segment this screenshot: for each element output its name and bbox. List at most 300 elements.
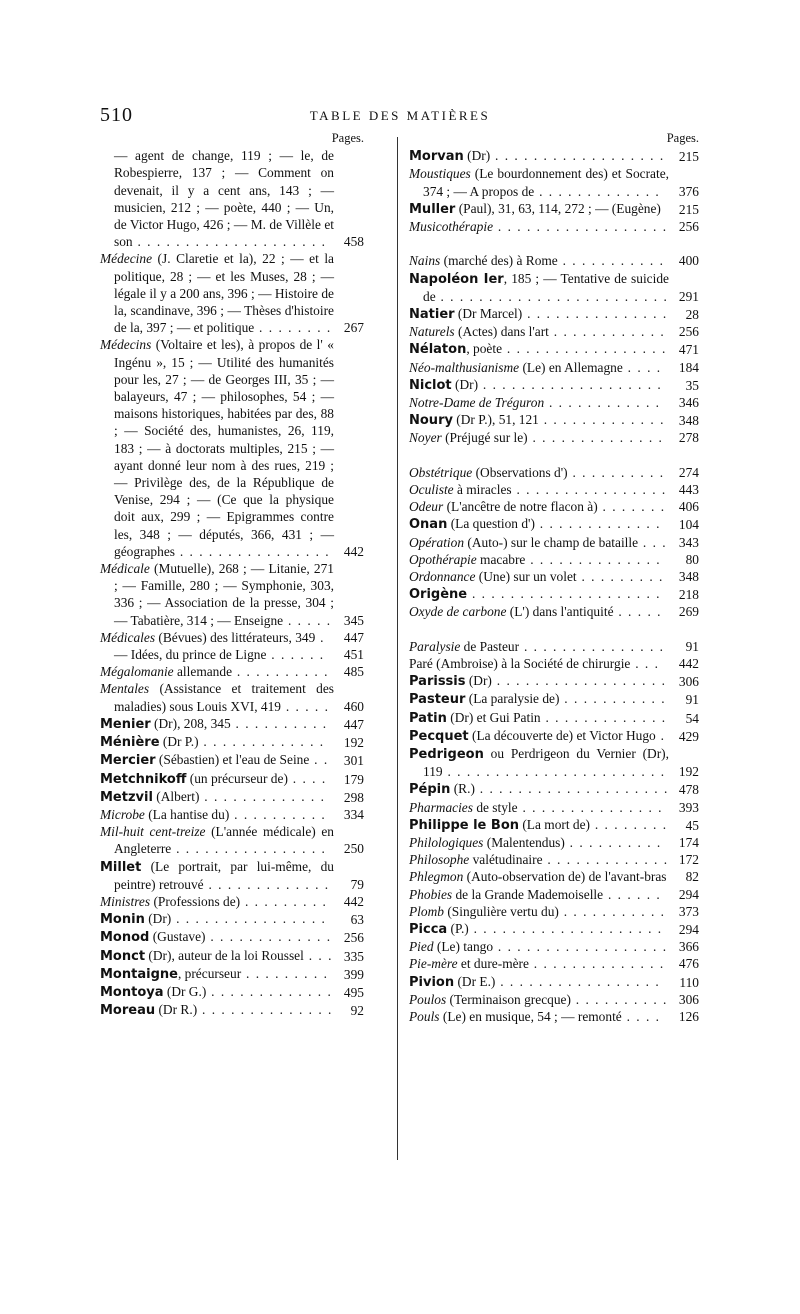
- index-entry: [409, 165, 699, 199]
- page-reference: 274: [678, 464, 699, 480]
- entry-text: (Terminaison grecque): [446, 991, 571, 1007]
- entry-text: (Malentendus): [483, 835, 565, 851]
- dot-leader: . . . . . . . . . .: [567, 464, 665, 480]
- page-reference: 184: [678, 359, 699, 375]
- dot-leader: . . . . . . . . . . . . . . . . . . . .: [468, 921, 663, 937]
- index-entry: [409, 834, 699, 851]
- entry-heading: Naturels: [409, 324, 455, 340]
- dot-leader: . . . . . . . . . . . .: [548, 324, 666, 340]
- dot-leader: . . . . . . . . . . . . . . . .: [171, 841, 327, 857]
- dot-leader: . . . . . . .: [597, 499, 666, 515]
- entry-heading: Metchnikoff: [100, 771, 187, 787]
- entry-text: allemande: [173, 664, 233, 680]
- index-entry: [100, 983, 364, 1001]
- entry-heading: Napoléon Ier: [409, 271, 504, 287]
- index-entry: [409, 411, 699, 429]
- entry-text: (La hantise du): [144, 806, 230, 822]
- page-reference: 399: [343, 966, 364, 982]
- page-reference: 348: [678, 413, 699, 429]
- index-entry: [100, 910, 364, 928]
- dot-leader: . . . . . . . . . . . . . . . . . .: [491, 673, 667, 689]
- entry-heading: Obstétrique: [409, 464, 473, 480]
- dot-leader: . . . . . . . . . . .: [558, 903, 666, 919]
- dot-leader: . . . . . . . . . . . . . . . . . . . .: [474, 781, 669, 797]
- page-reference: 298: [343, 789, 364, 805]
- entry-heading: Onan: [409, 517, 448, 533]
- dot-leader: . . . . . . . . . . . . . . .: [519, 638, 665, 654]
- index-entry: [409, 851, 699, 868]
- page-reference: 301: [343, 753, 364, 769]
- dot-leader: . . . . . . . . . . . . . . . . . .: [493, 219, 668, 234]
- entry-heading: Millet: [100, 859, 142, 875]
- entry-text: valétudinaire: [469, 852, 543, 868]
- page-reference: 443: [678, 482, 699, 498]
- dot-leader: . . .: [303, 947, 333, 963]
- entry-text: (Observations d'): [472, 464, 568, 480]
- index-entry: [100, 629, 364, 646]
- page-reference: 45: [685, 817, 699, 833]
- page-reference: 294: [678, 922, 699, 938]
- entry-text: (Voltaire et les), à propos de l' « Ingénu », 15 ; — Utilité des humanités pour les, 27 ; — de Georges III, 35 ; — balayeurs, 47 ; — philosophes, 54 ; — maisons historiques, habitées par des, 88 ; — Société des, humanistes, 26, 119, 183 ; — à doctorats multiples, 215 ; — ayant donné leur nom à des rues, 219 ; — Privilège des, de la République de Venise, 294 ; — (Ce que la physique doit aux, 299 ; — Epigrammes contre les, 348 ; — députés, 366, 431 ; — géographes: [114, 337, 334, 559]
- page-reference: 335: [343, 948, 364, 964]
- dot-leader: . . . . . . . . . . . . . . .: [522, 306, 668, 321]
- dot-leader: . . . . . .: [603, 886, 662, 902]
- entry-text: (L'année médicale) en Angleterre: [114, 824, 334, 857]
- index-entry: [100, 733, 364, 751]
- page-reference: 126: [678, 1009, 699, 1025]
- entry-heading: Philosophe: [409, 852, 470, 868]
- page-reference: 458: [343, 234, 364, 250]
- index-entry: [100, 928, 364, 946]
- entry-heading: Muller: [409, 201, 456, 217]
- entry-heading: Parissis: [409, 674, 466, 690]
- entry-text: (Le) en musique, 54 ; — remonté: [439, 1009, 622, 1025]
- entry-heading: Monin: [100, 912, 145, 928]
- page-reference: 442: [343, 893, 364, 909]
- entry-heading: Pouls: [409, 1009, 440, 1025]
- index-entry: [100, 893, 364, 910]
- entry-heading: Pecquet: [409, 728, 469, 744]
- index-entry: [409, 886, 699, 903]
- entry-text: (marché des) à Rome: [440, 253, 558, 269]
- index-entry: [409, 816, 699, 834]
- dot-leader: . . . . . . . . .: [240, 893, 328, 909]
- index-entry: [100, 823, 364, 857]
- entry-text: (Le portrait, par lui-même, du peintre) retrouvé: [114, 858, 334, 892]
- page-reference: 429: [678, 728, 699, 744]
- page-reference: 172: [678, 852, 699, 868]
- index-entry: [409, 534, 699, 551]
- page-reference: 104: [678, 517, 699, 533]
- entry-text: (Professions de): [150, 893, 241, 909]
- entry-heading: Pedrigeon: [409, 747, 484, 763]
- entry-heading: Pied: [409, 939, 434, 955]
- page-reference: 400: [678, 253, 699, 269]
- entry-text: (Dr P.), 51, 121: [452, 412, 539, 428]
- entry-text: (R.): [450, 781, 475, 797]
- entry-heading: Pivion: [409, 974, 455, 990]
- page-reference: 476: [678, 956, 699, 972]
- entry-heading: Pasteur: [409, 692, 466, 708]
- entry-text: (Dr Marcel): [454, 306, 523, 321]
- dot-leader: . . . . . . . . . . . . . . . . . .: [490, 148, 665, 164]
- page-reference: 376: [678, 183, 699, 199]
- dot-leader: . . . . . . . . . . .: [559, 691, 667, 707]
- page-reference: 54: [685, 710, 699, 726]
- page-reference: 346: [678, 395, 699, 411]
- entry-text: macabre: [476, 551, 526, 567]
- entry-heading: Mégalomanie: [100, 664, 174, 680]
- entry-heading: Mentales: [100, 681, 150, 697]
- index-entry: [409, 218, 699, 235]
- index-entry: [100, 336, 364, 560]
- page-reference: 447: [343, 716, 364, 732]
- entry-text: (Dr) et Gui Patin: [446, 709, 541, 725]
- dot-leader: . . . . . . . . . .: [230, 715, 328, 731]
- index-entry: [100, 1001, 364, 1019]
- index-entry: [100, 788, 364, 806]
- index-entry: [409, 515, 699, 533]
- entry-heading: Menier: [100, 716, 151, 732]
- index-column-left: [100, 130, 364, 1019]
- entry-heading: Noury: [409, 413, 453, 429]
- page-reference: 179: [343, 771, 364, 787]
- index-entry: [409, 780, 699, 798]
- index-entry: [409, 745, 699, 780]
- dot-leader: . . . . . . . . . . . . . . . . . . . . . . .: [442, 764, 666, 780]
- page-reference: 471: [678, 342, 699, 358]
- index-entry: [409, 305, 699, 323]
- dot-leader: . . . . .: [281, 698, 330, 714]
- entry-heading: Picca: [409, 922, 448, 938]
- dot-leader: . . . . . . . . . .: [564, 835, 662, 851]
- index-entry: [409, 270, 699, 305]
- entry-text: (Dr P.): [159, 734, 199, 750]
- entry-heading: Opération: [409, 534, 465, 550]
- index-entry: [409, 938, 699, 955]
- entry-heading: Pharmacies: [409, 799, 473, 815]
- entry-text: à miracles: [453, 482, 512, 498]
- page-header: [100, 104, 700, 130]
- dot-leader: . . . . . . . . .: [576, 569, 664, 585]
- index-entry: [100, 560, 364, 629]
- page-reference: 442: [678, 656, 699, 672]
- dot-leader: . . .: [638, 534, 668, 550]
- dot-leader: . . . . . . . . . . . . . . . . .: [502, 341, 667, 357]
- page-reference: 442: [343, 543, 364, 559]
- dot-leader: . . . . . . . . . . . . .: [534, 516, 661, 532]
- dot-leader: . . . . . . . . . .: [570, 991, 668, 1007]
- entry-text: (Gustave): [149, 929, 206, 945]
- dot-leader: . . . . . . . . . . . . .: [534, 183, 661, 199]
- page-reference: 82: [685, 869, 699, 885]
- page-reference: 91: [685, 692, 699, 708]
- entry-text: (Dr), auteur de la loi Roussel: [145, 947, 304, 963]
- entry-heading: Phobies: [409, 886, 453, 902]
- entry-text: (Sébastien) et l'eau de Seine: [155, 752, 310, 768]
- entry-text: (Dr): [144, 911, 172, 927]
- entry-heading: Philippe le Bon: [409, 817, 519, 833]
- entry-heading: Poulos: [409, 991, 447, 1007]
- dot-leader: . . . . . . . . . . . . . . . . . . . .: [467, 586, 662, 602]
- index-entry: [409, 394, 699, 411]
- letter-section-gap: [409, 447, 699, 464]
- dot-leader: . . . .: [287, 770, 327, 786]
- entry-heading: Niclot: [409, 377, 452, 393]
- index-entry: [409, 672, 699, 690]
- index-entry: [409, 690, 699, 708]
- entry-text: (Dr): [465, 673, 492, 689]
- index-entry: [409, 991, 699, 1008]
- entry-text: de style: [472, 799, 518, 815]
- page-reference: 393: [678, 799, 699, 815]
- entry-heading: Ménière: [100, 735, 160, 751]
- entry-heading: Monct: [100, 948, 146, 964]
- entry-text: (Dr G.): [163, 983, 207, 999]
- index-entry: [100, 147, 364, 250]
- index-entry: [100, 858, 364, 893]
- dot-leader: . . . . . . . . . . . . .: [199, 788, 326, 804]
- page-reference: 451: [343, 647, 364, 663]
- dot-leader: . . . . . . . . . . . . .: [538, 412, 665, 428]
- entry-text: (Assistance et traitement des maladies) sous Louis XVI, 419: [114, 681, 334, 714]
- dot-leader: . . . . . . . . . . . . . . . . . .: [493, 939, 668, 955]
- entry-heading: Médicales: [100, 629, 156, 645]
- entry-text: (Préjugé sur le): [441, 430, 528, 446]
- entry-heading: Médecins: [100, 337, 152, 353]
- page-reference: 91: [685, 638, 699, 654]
- dot-leader: . . . .: [622, 359, 662, 375]
- page-reference: 348: [678, 569, 699, 585]
- entry-heading: Philologiques: [409, 835, 484, 851]
- page-reference: 174: [678, 835, 699, 851]
- entry-text: , précurseur: [177, 965, 242, 981]
- entry-text: , poète: [466, 341, 503, 357]
- page-reference: 79: [350, 876, 364, 892]
- dot-leader: . . . . . . . . . . . . . .: [525, 551, 662, 567]
- dot-leader: . . . . .: [283, 612, 332, 628]
- entry-text: (Singulière vertu du): [443, 903, 559, 919]
- entry-text: (La question d'): [447, 516, 535, 532]
- entry-text: (Dr E.): [454, 973, 496, 989]
- entry-heading: Metzvil: [100, 789, 153, 805]
- entry-heading: Monod: [100, 930, 150, 946]
- column-divider: [397, 137, 398, 1160]
- index-entry: [409, 481, 699, 498]
- page-reference: 267: [343, 320, 364, 336]
- entry-text: (Dr): [451, 376, 479, 392]
- index-entry: [409, 551, 699, 568]
- index-entry: [409, 973, 699, 991]
- page-reference: 291: [678, 288, 699, 304]
- entry-heading: Opothérapie: [409, 551, 477, 567]
- page-reference: 110: [679, 974, 699, 990]
- dot-leader: .: [315, 629, 326, 645]
- entry-text: de la Grande Mademoiselle: [452, 886, 604, 902]
- page-reference: 35: [685, 377, 699, 393]
- entry-text: , 185 ; — Tentative de suicide de: [423, 270, 669, 304]
- index-entry: [409, 498, 699, 515]
- entry-text: (J. Claretie et la), 22 ; — et la politique, 28 ; — et les Muses, 28 ; — légale il y a 200 ans, 396 ; — Histoire de la, scandinave, 396 ; — Thèses d'histoire de la, 397 ; — et politique: [114, 251, 334, 336]
- entry-text: (Dr), 208, 345: [150, 715, 231, 731]
- entry-text: (L'ancêtre de notre flacon à): [443, 499, 598, 515]
- entry-heading: Plomb: [409, 903, 444, 919]
- page-reference: 63: [350, 912, 364, 928]
- dot-leader: . . . . . . . . . . . . . . . .: [511, 482, 667, 498]
- page-reference: 366: [678, 939, 699, 955]
- entry-text: (Auto-observation de) de l'avant-bras: [463, 869, 667, 885]
- index-entry: [409, 799, 699, 816]
- entry-heading: Oxyde de carbone: [409, 604, 507, 620]
- entry-heading: Nélaton: [409, 342, 467, 358]
- dot-leader: . . .: [630, 656, 660, 672]
- entry-heading: Nains: [409, 253, 441, 269]
- page-number: 510: [100, 104, 133, 126]
- page-reference: 478: [678, 782, 699, 798]
- index-entry: [100, 751, 364, 769]
- dot-leader: . . . . . . . . . . . . . .: [527, 430, 664, 446]
- dot-leader: . . . . . . . .: [254, 320, 332, 336]
- page-reference: 192: [678, 764, 699, 780]
- entry-text: et dure-mère: [457, 956, 529, 972]
- entry-text: — Idées, du prince de Ligne: [114, 647, 267, 663]
- index-entry: [100, 965, 364, 983]
- entry-text: (Le) en Allemagne: [519, 359, 623, 375]
- dot-leader: . . . . . .: [266, 647, 325, 663]
- page-reference: 343: [678, 534, 699, 550]
- index-column-right: [409, 130, 699, 1025]
- entry-heading: Néo-malthusianisme: [409, 359, 520, 375]
- entry-text: (Mutuelle), 268 ; — Litanie, 271 ; — Famille, 280 ; — Symphonie, 303, 336 ; — Association de la presse, 304 ; — Tabatière, 314 ; — Enseigne: [114, 561, 334, 628]
- index-entry: [409, 1008, 699, 1025]
- index-entry: [409, 655, 699, 672]
- index-entry: [409, 429, 699, 446]
- page-reference: 256: [678, 219, 699, 234]
- index-entry: [409, 323, 699, 340]
- page-reference: 460: [343, 698, 364, 714]
- entry-heading: Pie-mère: [409, 956, 458, 972]
- page-reference: 256: [343, 930, 364, 946]
- dot-leader: . . . . . . . . . . . . . . . . . . .: [478, 376, 663, 392]
- index-entry: [100, 715, 364, 733]
- index-entry: [409, 868, 699, 885]
- page-reference: 269: [678, 604, 699, 620]
- entry-text: (Actes) dans l'art: [454, 324, 549, 340]
- page-reference: 92: [350, 1003, 364, 1019]
- entry-text: (Le) tango: [433, 939, 494, 955]
- entry-heading: Origène: [409, 587, 468, 603]
- page-reference: 28: [685, 307, 699, 322]
- entry-heading: Phlegmon: [409, 869, 464, 885]
- entry-heading: Paré: [409, 656, 433, 672]
- entry-text: (Albert): [152, 788, 200, 804]
- entry-text: (un précurseur de): [186, 770, 288, 786]
- entry-text: (Dr R.): [155, 1002, 198, 1018]
- entry-text: (Paul), 31, 63, 114, 272 ; — (Eugène): [455, 200, 661, 216]
- page-reference: 278: [678, 430, 699, 446]
- page-reference: 306: [678, 674, 699, 690]
- entry-heading: Ordonnance: [409, 569, 476, 585]
- page-reference: 294: [678, 886, 699, 902]
- index-entry: [100, 770, 364, 788]
- index-entry: [409, 920, 699, 938]
- index-entry: [409, 568, 699, 585]
- dot-leader: . . . . . . . . . . . . .: [206, 983, 333, 999]
- page-reference: 406: [678, 499, 699, 515]
- dot-leader: . . . . .: [613, 604, 662, 620]
- entry-heading: Pépin: [409, 782, 451, 798]
- dot-leader: . . . . . . . . . . . . .: [542, 852, 669, 868]
- entry-heading: Odeur: [409, 499, 444, 515]
- entry-text: (Dr): [463, 148, 491, 164]
- page-reference: 345: [343, 612, 364, 628]
- index-entry: [409, 464, 699, 481]
- entry-heading: Oculiste: [409, 482, 454, 498]
- dot-leader: . . . . . . . . . .: [232, 664, 329, 680]
- entry-heading: Paralysie: [409, 638, 461, 654]
- dot-leader: . . . . . . . . . . . . .: [198, 734, 325, 750]
- page-reference: 485: [343, 664, 364, 680]
- dot-leader: . . . . . . . . . . . . . . . . . . . .: [132, 234, 327, 250]
- letter-section-gap: [409, 621, 699, 638]
- index-entry: [409, 903, 699, 920]
- index-entry: [409, 359, 699, 376]
- dot-leader: . . . . . . . . . . . . .: [540, 709, 667, 725]
- entry-heading: Médicale: [100, 561, 150, 577]
- entry-heading: Ministres: [100, 893, 151, 909]
- dot-leader: . . . . . . . . . . . . . . .: [517, 799, 664, 815]
- entry-text: — agent de change, 119 ; — le, de Robespierre, 137 ; — Comment on devenait, il y a cent ans, 143 ; — musicien, 212 ; — poète, 440 ; — Un, de Victor Hugo, 426 ; — M. de Villèle et son: [114, 148, 334, 250]
- entry-text: (La découverte de) et Victor Hugo: [468, 727, 656, 743]
- index-entry: [409, 376, 699, 394]
- entry-heading: Montoya: [100, 984, 164, 1000]
- dot-leader: . .: [309, 752, 329, 768]
- page-reference: 495: [343, 984, 364, 1000]
- page-reference: 447: [343, 629, 364, 645]
- dot-leader: . . . . . . . . . . . . . .: [528, 956, 665, 972]
- entry-heading: Musicothérapie: [409, 219, 494, 234]
- dot-leader: . . . . . . . . . . . . . . . . . . . . . . . .: [435, 288, 669, 304]
- dot-leader: . . . . . . . . . . . . .: [203, 876, 330, 892]
- index-entry: [409, 638, 699, 655]
- index-entry: [409, 200, 699, 218]
- entry-heading: Notre-Dame de Tréguron: [409, 395, 545, 411]
- index-entry: [100, 806, 364, 823]
- dot-leader: .: [655, 727, 666, 743]
- dot-leader: . . . . . . . . .: [241, 965, 329, 981]
- index-entry: [409, 585, 699, 603]
- dot-leader: . . . . . . . . . . . . . . . . .: [495, 973, 661, 989]
- entry-text: (La mort de): [519, 816, 591, 832]
- dot-leader: . . . . . . . . . . . .: [544, 395, 661, 411]
- entry-heading: Patin: [409, 710, 447, 726]
- page-reference: 334: [343, 806, 364, 822]
- entry-text: (Une) sur un volet: [475, 569, 577, 585]
- index-entry: [409, 147, 699, 165]
- index-entry: [409, 727, 699, 745]
- entry-text: ou Perdrigeon du Vernier (Dr), 119: [423, 746, 669, 780]
- index-entry: [100, 680, 364, 714]
- entry-heading: Moustiques: [409, 166, 471, 182]
- entry-heading: Moreau: [100, 1003, 156, 1019]
- entry-text: (L') dans l'antiquité: [506, 604, 614, 620]
- index-entry: [100, 250, 364, 336]
- entry-heading: Microbe: [100, 806, 145, 822]
- dot-leader: . . . . . . . . . . . . . . . .: [171, 911, 327, 927]
- page-reference: 306: [678, 991, 699, 1007]
- entry-heading: Médecine: [100, 251, 153, 267]
- entry-text: (Ambroise) à la Société de chirurgie: [432, 656, 631, 672]
